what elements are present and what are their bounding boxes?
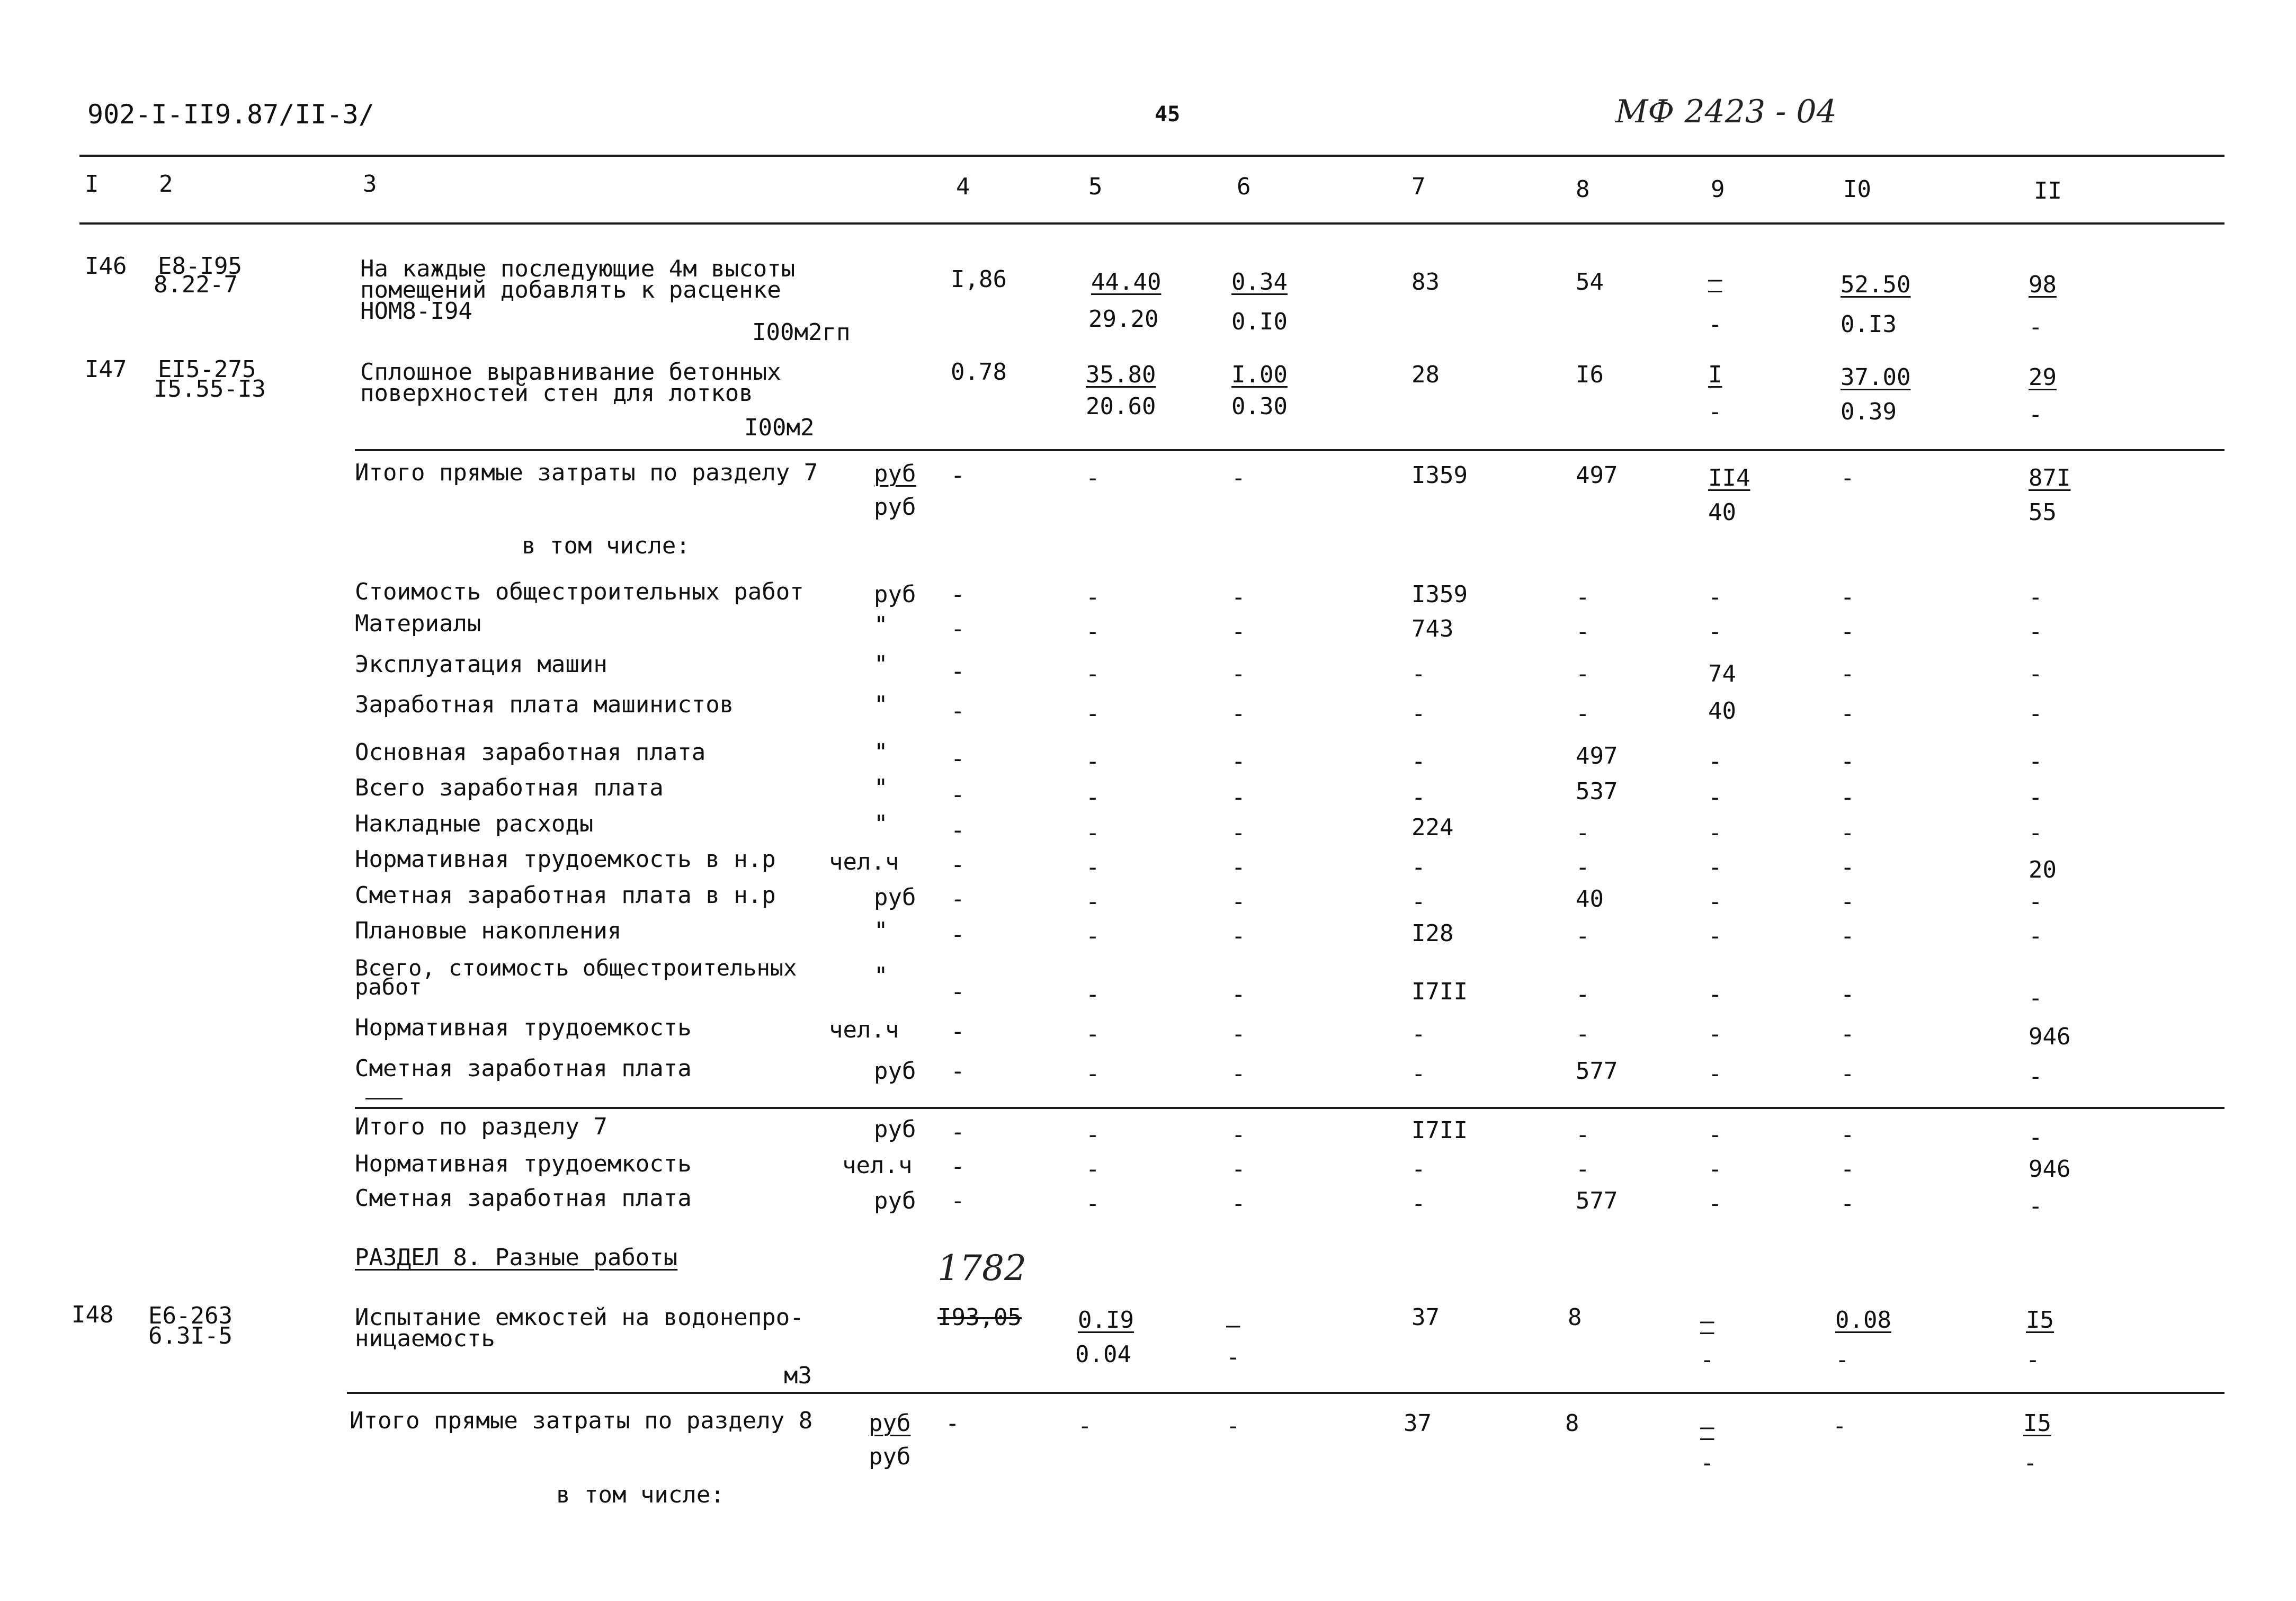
total7-unit: руб [874, 1116, 916, 1143]
row7-c10: - [1841, 854, 1855, 881]
item-146-desc3: НОМ8-I94 [360, 298, 472, 325]
item-146-c5a: 44.40 [1091, 269, 1162, 296]
row7-c7: 224 [1411, 814, 1454, 841]
row7-unit: " [874, 612, 888, 639]
row7-c9: - [1708, 584, 1722, 611]
row7-label: Эксплуатация машин [355, 651, 607, 678]
row7-c4: - [951, 1018, 965, 1045]
row7-c10: - [1841, 888, 1855, 915]
row7-c8: - [1576, 923, 1590, 950]
row7-c11: - [2029, 985, 2043, 1012]
row7-c5: - [1086, 1060, 1100, 1087]
row7-c8: - [1576, 584, 1590, 611]
total8-direct-unit1: руб [869, 1410, 911, 1437]
row7-c10: - [1841, 700, 1855, 727]
item-147-c10b: 0.39 [1841, 398, 1897, 425]
total7-direct-c9a: II4 [1708, 464, 1750, 491]
row7-c4: - [951, 886, 965, 913]
total7-direct-unit2: руб [874, 494, 916, 521]
row7-label: Плановые накопления [355, 917, 622, 944]
row7-c4: - [951, 615, 965, 642]
row7-label: Заработная плата машинистов [355, 691, 734, 718]
header-bottom-rule [79, 222, 2224, 225]
item-148-desc2: ницаемость [355, 1325, 495, 1352]
row7-c5: - [1086, 819, 1100, 846]
item-148-c5b: 0.04 [1075, 1341, 1131, 1368]
row7-c8: - [1576, 981, 1590, 1008]
item-148-code2: 6.3I-5 [148, 1322, 233, 1349]
row7-c9: - [1708, 888, 1722, 915]
total8-direct-c8: 8 [1565, 1410, 1579, 1437]
total7-labor-c6: - [1231, 1156, 1246, 1183]
total8-direct-unit2: руб [869, 1443, 911, 1470]
total8-direct-c11a: I5 [2023, 1410, 2051, 1437]
row7-label: Всего заработная плата [355, 774, 664, 801]
row7-c7: - [1411, 784, 1426, 811]
total7-wage-c5: - [1086, 1190, 1100, 1217]
row7-c11: - [2029, 748, 2043, 775]
row7-unit: " [874, 774, 888, 801]
col-header-7: 7 [1411, 173, 1426, 200]
section8-heading: РАЗДЕЛ 8. Разные работы [355, 1244, 678, 1271]
item-146-c9a: – [1708, 266, 1722, 293]
item-146-c11b: - [2029, 314, 2043, 341]
row7-c10: - [1841, 1021, 1855, 1048]
row7-label: Нормативная трудоемкость [355, 1014, 692, 1041]
item-146-c7: 83 [1411, 269, 1440, 296]
row7-c6: - [1231, 748, 1246, 775]
row7-c9: - [1708, 748, 1722, 775]
total7-labor-c5: - [1086, 1156, 1100, 1183]
item-147-desc1: Сплошное выравнивание бетонных [360, 359, 781, 386]
col-header-2: 2 [159, 171, 173, 198]
total7-c6: - [1231, 1121, 1246, 1148]
row7-c4: - [951, 745, 965, 772]
row7-c9: 74 [1708, 660, 1736, 687]
short-dash-rule [365, 1098, 403, 1099]
row7-c8: - [1576, 618, 1590, 645]
item-148-c11b: - [2026, 1346, 2040, 1373]
row7-unit: " [874, 810, 888, 837]
row7-c11: - [2029, 923, 2043, 950]
total7-direct-unit1: руб [874, 460, 916, 487]
row7-c8: - [1576, 819, 1590, 846]
item-147-c6a: I.00 [1231, 361, 1288, 388]
col-header-4: 4 [956, 173, 970, 200]
item-148-c11a: I5 [2026, 1307, 2054, 1334]
total7-wage-c6: - [1231, 1190, 1246, 1217]
row7-c9: - [1708, 854, 1722, 881]
total8-direct-c9a: – [1700, 1414, 1714, 1441]
row7-unit: " [874, 739, 888, 766]
item-146-c4: I,86 [951, 266, 1007, 293]
total7-wage-c11: - [2029, 1193, 2043, 1220]
row7-c4: - [951, 658, 965, 685]
row7-c7: - [1411, 1060, 1426, 1087]
row7-c10: - [1841, 981, 1855, 1008]
total7-c11: - [2029, 1124, 2043, 1151]
item-146-code1: Е8-I95 [158, 253, 242, 280]
col-header-5: 5 [1088, 173, 1103, 200]
col-header-9: 9 [1711, 176, 1725, 203]
item-147-c5b: 20.60 [1086, 393, 1156, 420]
row7-c9: - [1708, 784, 1722, 811]
row7-c4: - [951, 581, 965, 608]
row7-c9: - [1708, 618, 1722, 645]
row7-unit: чел.ч [829, 848, 899, 875]
item-148-c4: I93,05 [937, 1304, 1022, 1331]
total7-labor-c4: - [951, 1153, 965, 1180]
item-147-c4: 0.78 [951, 359, 1007, 386]
row7-c7: - [1411, 854, 1426, 881]
total7-wage-label: Сметная заработная плата [355, 1185, 692, 1212]
row7-c5: - [1086, 981, 1100, 1008]
row7-c11: - [2029, 784, 2043, 811]
total7-wage-c7: - [1411, 1190, 1426, 1217]
row7-label: Основная заработная плата [355, 739, 706, 766]
total7-label: Итого по разделу 7 [355, 1113, 607, 1140]
total7-c9: - [1708, 1121, 1722, 1148]
total7-direct-c6: - [1231, 464, 1246, 491]
row7-c11: - [2029, 888, 2043, 915]
row7-c6: - [1231, 819, 1246, 846]
row7-label: Всего, стоимость общестроительных работ [355, 955, 797, 1000]
item-146-c11a: 98 [2029, 271, 2057, 298]
row7-c10: - [1841, 923, 1855, 950]
item-148-c6b: - [1226, 1344, 1240, 1371]
item-148-c10b: - [1835, 1346, 1850, 1373]
item-148-desc1: Испытание емкостей на водонепро- [355, 1304, 804, 1331]
row7-c6: - [1231, 784, 1246, 811]
item-148-c5a: 0.I9 [1078, 1307, 1134, 1334]
item-147-desc2: поверхностей стен для лотков [360, 380, 753, 407]
col-header-1: I [85, 171, 99, 198]
row7-c7: I28 [1411, 920, 1454, 947]
item-148-number: I48 [72, 1301, 114, 1328]
item-148-c6a: – [1226, 1312, 1240, 1339]
row7-label: Стоимость общестроительных работ [355, 578, 804, 605]
row7-c8: 497 [1576, 743, 1618, 770]
row7-unit: руб [874, 884, 916, 911]
total7-wage-c4: - [951, 1187, 965, 1214]
section7-rule [355, 449, 2224, 451]
total7-direct-c11a: 87I [2029, 464, 2071, 491]
total7-direct-c7: I359 [1411, 462, 1468, 489]
row7-c11: 946 [2029, 1023, 2071, 1050]
item-146-c10b: 0.I3 [1841, 311, 1897, 338]
row7-c5: - [1086, 888, 1100, 915]
total7-direct-c5: - [1086, 464, 1100, 491]
total7-c5: - [1086, 1121, 1100, 1148]
item-146-number: I46 [85, 253, 127, 280]
row7-c7: 743 [1411, 615, 1454, 642]
item-146-code2: 8.22-7 [154, 271, 238, 298]
item-146-desc1: На каждые последующие 4м высоты [360, 255, 796, 282]
total7-wage-unit: руб [874, 1187, 916, 1214]
row7-unit: " [874, 651, 888, 678]
item-147-c11b: - [2029, 401, 2043, 428]
row7-c4: - [951, 851, 965, 878]
row7-c6: - [1231, 618, 1246, 645]
row7-c8: - [1576, 660, 1590, 687]
item-146-c9b: - [1708, 311, 1722, 338]
row7-c8: 537 [1576, 778, 1618, 805]
row7-c11: - [2029, 584, 2043, 611]
row7-c10: - [1841, 584, 1855, 611]
col-header-11: II [2034, 177, 2062, 204]
row7-c8: - [1576, 700, 1590, 727]
row7-c6: - [1231, 1060, 1246, 1087]
row7-c10: - [1841, 819, 1855, 846]
row7-c6: - [1231, 700, 1246, 727]
total7-labor-unit: чел.ч [842, 1152, 913, 1179]
total8-direct-c5: - [1078, 1412, 1092, 1439]
row7-unit: " [874, 917, 888, 944]
item-147-number: I47 [85, 356, 127, 383]
total7-labor-c8: - [1576, 1156, 1590, 1183]
row7-c7: - [1411, 660, 1426, 687]
row7-c10: - [1841, 660, 1855, 687]
item-147-code2: I5.55-I3 [154, 375, 266, 403]
row7-label: Сметная заработная плата [355, 1055, 692, 1082]
row7-c5: - [1086, 748, 1100, 775]
row7-unit: " [874, 962, 888, 989]
total7-direct-c11b: 55 [2029, 499, 2057, 526]
row7-c7: - [1411, 748, 1426, 775]
total8-direct-c11b: - [2023, 1450, 2038, 1477]
row7-c10: - [1841, 1060, 1855, 1087]
row7-label: Нормативная трудоемкость в н.р [355, 846, 776, 873]
row7-c7: I359 [1411, 581, 1468, 608]
row7-c7: - [1411, 888, 1426, 915]
row7-c11: - [2029, 618, 2043, 645]
row7-label: Материалы [355, 610, 481, 637]
row7-c7: - [1411, 1021, 1426, 1048]
item-146-c6b: 0.I0 [1231, 308, 1288, 335]
total7-c4: - [951, 1119, 965, 1146]
row7-unit: " [874, 691, 888, 718]
row7-c8: - [1576, 854, 1590, 881]
row7-c6: - [1231, 981, 1246, 1008]
row7-c10: - [1841, 618, 1855, 645]
total7-c10: - [1841, 1121, 1855, 1148]
item-147-c8: I6 [1576, 361, 1604, 388]
row7-c4: - [951, 1058, 965, 1085]
row7-c4: - [951, 697, 965, 725]
total7-direct-label: Итого прямые затраты по разделу 7 [355, 459, 818, 486]
total7-labor-c10: - [1841, 1156, 1855, 1183]
item-147-c11a: 29 [2029, 364, 2057, 391]
row7-c9: - [1708, 981, 1722, 1008]
row7-c4: - [951, 781, 965, 808]
row7-c5: - [1086, 700, 1100, 727]
total7-labor-c11: 946 [2029, 1156, 2071, 1183]
item-147-c6b: 0.30 [1231, 393, 1288, 420]
item-146-c10a: 52.50 [1841, 271, 1911, 298]
item-148-c8: 8 [1568, 1304, 1582, 1331]
total7-labor-c7: - [1411, 1156, 1426, 1183]
item-146-c8: 54 [1576, 269, 1604, 296]
total7-wage-c10: - [1841, 1190, 1855, 1217]
item-147-c9a: I [1708, 361, 1722, 388]
col-header-10: I0 [1843, 176, 1871, 203]
total8-direct-c9b: - [1700, 1450, 1714, 1477]
row7-c5: - [1086, 618, 1100, 645]
item-148-c9b: - [1700, 1346, 1714, 1373]
item-148-code1: Е6-263 [148, 1302, 233, 1329]
page-number: 45 [1155, 102, 1181, 127]
total7-c8: - [1576, 1121, 1590, 1148]
row7-c9: 40 [1708, 697, 1736, 725]
row7-label: Сметная заработная плата в н.р [355, 882, 776, 909]
row7-c6: - [1231, 584, 1246, 611]
row7-c9: - [1708, 1060, 1722, 1087]
row7-c10: - [1841, 784, 1855, 811]
row7-c11: - [2029, 700, 2043, 727]
total7-wage-c8: 577 [1576, 1187, 1618, 1214]
row7-label: Накладные расходы [355, 810, 594, 837]
header-top-rule [79, 155, 2224, 157]
section7-total-rule [355, 1107, 2224, 1109]
total7-labor-label: Нормативная трудоемкость [355, 1150, 692, 1177]
item-146-c5b: 29.20 [1088, 306, 1159, 333]
row7-unit: чел.ч [829, 1016, 899, 1043]
row7-c8: 40 [1576, 886, 1604, 913]
row7-c11: 20 [2029, 856, 2057, 883]
item-147-c7: 28 [1411, 361, 1440, 388]
row7-c6: - [1231, 888, 1246, 915]
row7-c5: - [1086, 784, 1100, 811]
handwritten-value: 1782 [937, 1248, 1026, 1289]
item-146-c6a: 0.34 [1231, 269, 1288, 296]
item-147-c10a: 37.00 [1841, 364, 1911, 391]
total8-direct-label: Итого прямые затраты по разделу 8 [350, 1407, 813, 1434]
handwritten-code: МФ 2423 - 04 [1615, 93, 1837, 130]
col-header-6: 6 [1237, 173, 1251, 200]
row7-c8: - [1576, 1021, 1590, 1048]
row7-c11: - [2029, 819, 2043, 846]
total8-direct-c10: - [1833, 1412, 1847, 1439]
row7-c6: - [1231, 660, 1246, 687]
total8-direct-c4: - [945, 1410, 960, 1437]
row7-c11: - [2029, 660, 2043, 687]
total8-direct-c6: - [1226, 1412, 1240, 1439]
row7-c4: - [951, 978, 965, 1005]
section8-rule [347, 1392, 2224, 1394]
row7-c6: - [1231, 1021, 1246, 1048]
total7-direct-c10: - [1841, 464, 1855, 491]
row7-c11: - [2029, 1063, 2043, 1090]
item-146-unit: I00м2гп [752, 319, 851, 346]
row7-unit: руб [874, 1058, 916, 1085]
including-label-8: в том числе: [556, 1481, 725, 1508]
item-147-code1: ЕI5-275 [158, 356, 256, 383]
including-label-7: в том числе: [522, 532, 690, 559]
total7-direct-c8: 497 [1576, 462, 1618, 489]
total8-direct-c7: 37 [1404, 1410, 1432, 1437]
total7-c7: I7II [1411, 1117, 1468, 1144]
total7-wage-c9: - [1708, 1190, 1722, 1217]
row7-c8: 577 [1576, 1058, 1618, 1085]
row7-c5: - [1086, 584, 1100, 611]
row7-c10: - [1841, 748, 1855, 775]
item-148-unit: м3 [784, 1362, 812, 1389]
item-148-c10a: 0.08 [1835, 1307, 1891, 1334]
item-147-c9b: - [1708, 398, 1722, 425]
row7-c6: - [1231, 923, 1246, 950]
row7-c9: - [1708, 1021, 1722, 1048]
item-146-desc2: помещений добавлять к расценке [360, 276, 781, 303]
row7-c5: - [1086, 1021, 1100, 1048]
doc-code: 902-I-II9.87/II-3/ [87, 99, 374, 130]
row7-c6: - [1231, 854, 1246, 881]
item-147-unit: I00м2 [744, 414, 815, 441]
total7-direct-c9b: 40 [1708, 499, 1736, 526]
row7-c5: - [1086, 923, 1100, 950]
col-header-3: 3 [363, 171, 377, 198]
row7-c9: - [1708, 923, 1722, 950]
item-147-c5a: 35.80 [1086, 361, 1156, 388]
row7-c5: - [1086, 854, 1100, 881]
row7-c4: - [951, 921, 965, 948]
item-148-c9a: – [1700, 1308, 1714, 1335]
col-header-8: 8 [1576, 176, 1590, 203]
row7-c4: - [951, 817, 965, 844]
row7-unit: руб [874, 581, 916, 608]
row7-c7: I7II [1411, 978, 1468, 1005]
item-148-c7: 37 [1411, 1304, 1440, 1331]
row7-c7: - [1411, 700, 1426, 727]
row7-c9: - [1708, 819, 1722, 846]
total7-labor-c9: - [1708, 1156, 1722, 1183]
row7-c5: - [1086, 660, 1100, 687]
total7-direct-c4: - [951, 462, 965, 489]
